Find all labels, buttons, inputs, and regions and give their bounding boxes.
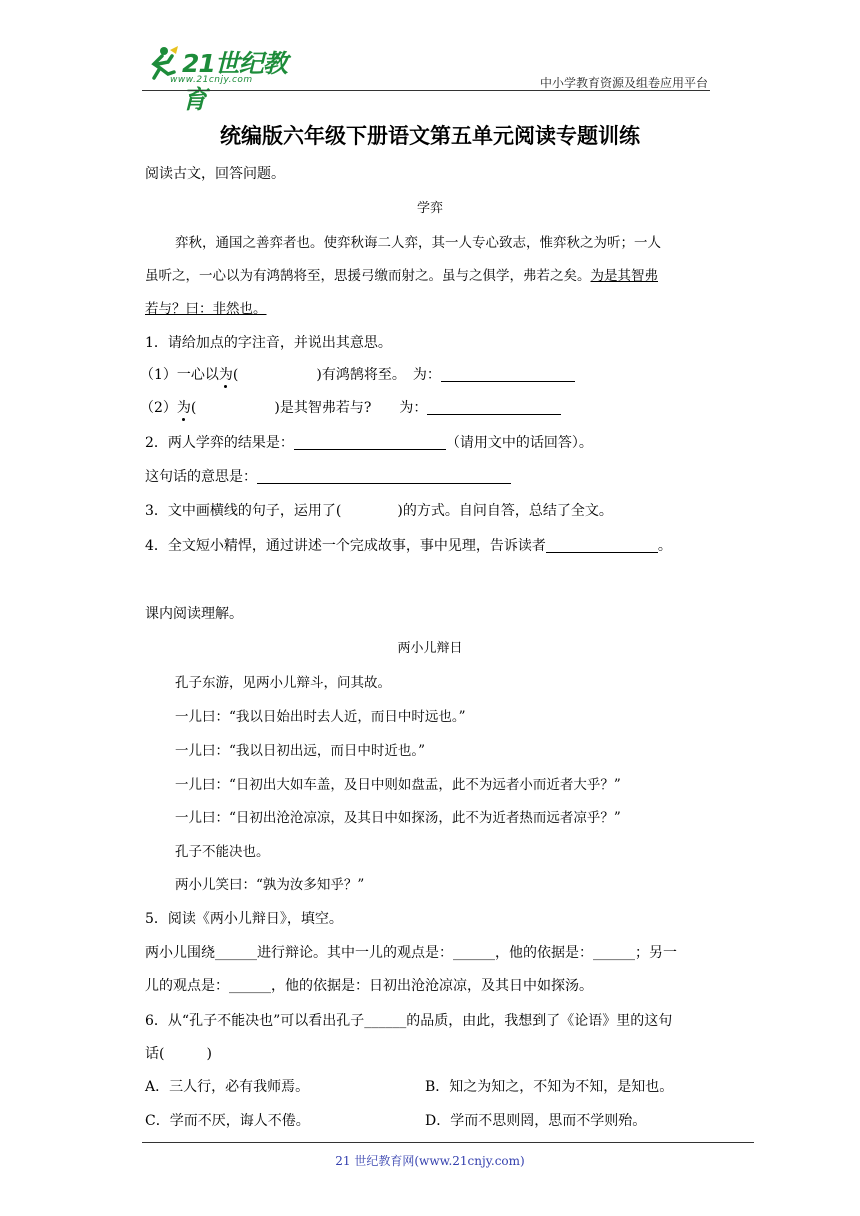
footer-divider <box>142 1142 754 1143</box>
passage1-title: 学弈 <box>416 201 443 216</box>
passage1-line2-text: 虽听之，一心以为有鸿鹄将至，思援弓缴而射之。虽与之俱学，弗若之矣。 <box>145 268 591 284</box>
section2-intro: 课内阅读理解。 <box>145 606 243 622</box>
logo-text: 21世纪教育 <box>182 49 287 114</box>
question-4 <box>145 535 672 555</box>
q2-line2-text: 这句话的意思是： <box>145 469 257 485</box>
underlined-sentence-part1: 为是其智弗 <box>590 268 658 284</box>
q1-2-text-c: )是其智弗若与? 为： <box>274 400 428 416</box>
option-a[interactable]: A．三人行，必有我师焉。 <box>145 1079 310 1095</box>
passage2-line: 一儿曰：“日初出大如车盖，及日中则如盘盂，此不为远者小而近者大乎？” <box>175 777 621 793</box>
passage2-line: 孔子东游，见两小儿辩斗，问其故。 <box>175 675 391 691</box>
passage2-line: 两小儿笑曰：“孰为汝多知乎？” <box>175 877 365 893</box>
passage1-line2 <box>145 264 658 284</box>
header-divider <box>142 90 710 91</box>
site-logo <box>140 44 310 114</box>
meaning-blank[interactable] <box>441 367 575 382</box>
question-1-1 <box>140 364 575 384</box>
passage2-line: 一儿曰：“我以日始出时去人近，而日中时远也。” <box>175 709 466 725</box>
passage2-line: 孔子不能决也。 <box>175 844 270 860</box>
q4-text-b: 。 <box>657 538 672 554</box>
q2-text-a: 2．两人学弈的结果是： <box>145 435 294 451</box>
question-2-line2 <box>145 466 511 486</box>
dotted-char: 为 <box>176 400 191 416</box>
section1-intro: 阅读古文，回答问题。 <box>145 166 285 182</box>
answer-blank[interactable] <box>294 435 446 450</box>
question-5-line1: 两小儿围绕______进行辩论。其中一儿的观点是：______，他的依据是：______；另一 <box>145 945 677 961</box>
question-1: 1．请给加点的字注音，并说出其意思。 <box>145 335 392 351</box>
question-5-line2: 儿的观点是：______，他的依据是：日初出沧沧凉凉，及其日中如探汤。 <box>145 978 593 994</box>
passage1-line1: 弈秋，通国之善弈者也。使弈秋诲二人弈，其一人专心致志，惟弈秋之为听；一人 <box>175 235 661 251</box>
question-6-line1: 6．从“孔子不能决也”可以看出孔子______的品质，由此，我想到了《论语》里的这句 <box>145 1013 673 1029</box>
q3-text-b: )的方式。自问自答，总结了全文。 <box>397 503 613 519</box>
q1-1-text-b: ( <box>232 367 239 383</box>
page-header <box>0 0 860 114</box>
option-b[interactable]: B．知之为知之，不知为不知，是知也。 <box>425 1079 674 1095</box>
dotted-char: 为 <box>218 367 233 383</box>
page-title: 统编版六年级下册语文第五单元阅读专题训练 <box>220 123 640 148</box>
q1-1-text-c: )有鸿鹄将至。 为： <box>316 367 441 383</box>
meaning-blank[interactable] <box>427 400 561 415</box>
passage2-line: 一儿曰：“我以日初出远，而日中时近也。” <box>175 743 426 759</box>
question-1-2 <box>140 397 561 417</box>
option-d[interactable]: D．学而不思则罔，思而不学则殆。 <box>425 1113 647 1129</box>
question-6-line2: 话( ) <box>145 1046 212 1062</box>
option-c[interactable]: C．学而不厌，诲人不倦。 <box>145 1113 310 1129</box>
underlined-sentence-part2: 若与？曰：非然也。 <box>145 301 267 317</box>
q1-2-text-a: （2） <box>140 400 177 416</box>
q3-text-a: 3．文中画横线的句子，运用了( <box>145 503 342 519</box>
passage1-line3 <box>145 297 267 317</box>
q4-text-a: 4．全文短小精悍，通过讲述一个完成故事，事中见理，告诉读者 <box>145 538 546 554</box>
passage2-title: 两小儿辩日 <box>397 641 463 656</box>
q1-2-text-b: ( <box>190 400 197 416</box>
logo-url: www.21cnjy.com <box>170 75 253 85</box>
q2-text-b: （请用文中的话回答）。 <box>445 435 593 451</box>
platform-label: 中小学教育资源及组卷应用平台 <box>539 76 708 90</box>
footer-link[interactable]: 21 世纪教育网(www.21cnjy.com) <box>335 1154 525 1168</box>
answer-blank[interactable] <box>546 538 658 553</box>
q1-1-text-a: （1）一心以 <box>140 367 219 383</box>
answer-blank[interactable] <box>257 469 511 484</box>
passage2-line: 一儿曰：“日初出沧沧凉凉，及其日中如探汤，此不为近者热而远者凉乎？” <box>175 810 621 826</box>
question-3 <box>145 500 613 520</box>
question-2 <box>145 432 593 452</box>
question-5: 5．阅读《两小儿辩日》，填空。 <box>145 911 343 927</box>
